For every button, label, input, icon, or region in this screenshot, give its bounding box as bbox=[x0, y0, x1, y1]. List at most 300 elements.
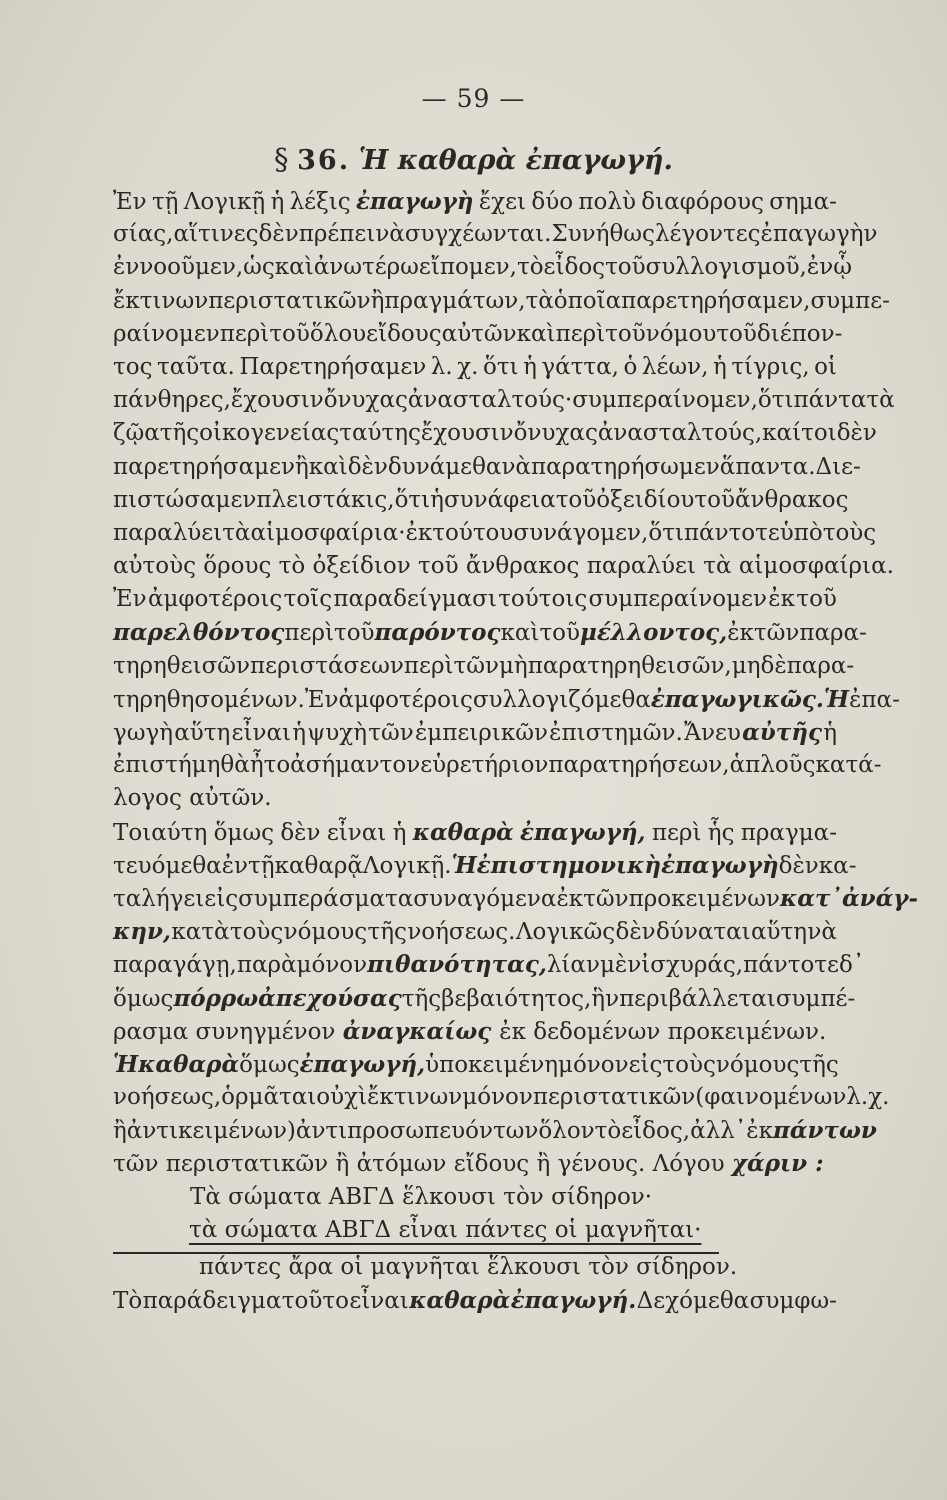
text-line bbox=[113, 387, 895, 420]
text-line bbox=[113, 453, 861, 487]
word: τευόμεθα bbox=[113, 852, 222, 879]
word: ἁπλοῦς bbox=[729, 752, 816, 779]
word: κατά- bbox=[815, 752, 882, 779]
word: συμπεραίνομεν, bbox=[572, 387, 758, 414]
word: λ. bbox=[846, 1084, 869, 1111]
word: δυνάμεθα bbox=[387, 453, 502, 480]
text-line bbox=[113, 320, 843, 354]
word: γωγὴ bbox=[113, 720, 174, 746]
word: Λογικῶς bbox=[515, 919, 616, 946]
word: οἰκογενείας bbox=[199, 420, 340, 447]
word: πάντα bbox=[793, 387, 867, 414]
section-heading bbox=[0, 142, 947, 176]
word: δὲν bbox=[615, 919, 656, 946]
word: ὁποῖα bbox=[553, 287, 622, 314]
word: ὀξειδίου bbox=[596, 486, 695, 513]
word: νὰ bbox=[501, 453, 531, 480]
word: κατ᾽ bbox=[780, 884, 842, 912]
word: τὰ bbox=[222, 519, 251, 546]
word: τοῖς bbox=[283, 586, 333, 613]
text-line bbox=[113, 1051, 837, 1084]
word: ἐπαγωγὴ bbox=[661, 851, 779, 879]
word: καθαρὰ bbox=[412, 818, 514, 846]
word: τοῦ bbox=[539, 620, 580, 647]
word: διαφόρους bbox=[641, 189, 764, 215]
word: νόμους bbox=[715, 1051, 800, 1078]
word: τῇ bbox=[151, 189, 179, 215]
word: ἡ bbox=[823, 720, 837, 746]
word: εἶναι bbox=[326, 819, 387, 846]
word: ἢ bbox=[294, 453, 309, 480]
word: ρασμα bbox=[113, 1018, 196, 1045]
word: παρόντος bbox=[374, 619, 501, 647]
word: ὁ bbox=[623, 353, 638, 380]
word: αἵτινες bbox=[173, 221, 259, 248]
word: ὅτι bbox=[648, 519, 684, 546]
word: σίας, bbox=[113, 221, 174, 248]
word: ἡ bbox=[292, 720, 307, 746]
text-line bbox=[113, 586, 837, 619]
word: εἶναι bbox=[349, 1288, 409, 1315]
word: ἀνάγ- bbox=[841, 884, 919, 912]
word: ἀμφοτέροις bbox=[338, 686, 473, 713]
word: ὅλον bbox=[538, 1118, 595, 1145]
word: περὶ bbox=[403, 652, 454, 679]
text-line bbox=[113, 884, 919, 918]
word: λίαν bbox=[546, 952, 600, 979]
word: τῇ bbox=[248, 852, 275, 879]
word: τοὺς bbox=[229, 919, 284, 946]
word: δὲν bbox=[836, 420, 877, 447]
word: τῆς bbox=[401, 985, 442, 1012]
syllogism-line: τὰ σώματα ΑΒΓΔ εἶναι πάντες οἱ μαγνῆται· bbox=[189, 1216, 702, 1243]
word: περὶ bbox=[651, 819, 702, 846]
word: περὶ bbox=[284, 620, 334, 647]
text-line bbox=[113, 354, 837, 387]
word: συμπέ- bbox=[775, 985, 856, 1012]
word: τίγρις, bbox=[731, 353, 810, 380]
word: τοῦ bbox=[269, 320, 310, 347]
word: ἐκ bbox=[499, 1018, 534, 1045]
word: ἧς bbox=[707, 819, 735, 846]
word: μόνον bbox=[296, 952, 368, 979]
word: Ἡ bbox=[113, 1050, 139, 1078]
word: Ἄνευ bbox=[684, 720, 741, 746]
text-line bbox=[113, 188, 837, 221]
word: ἀμφοτέροις bbox=[147, 586, 283, 613]
word: παρα- bbox=[799, 620, 867, 647]
word: ἐπαγωγὴν bbox=[760, 221, 878, 248]
word: ἐκ bbox=[746, 1118, 773, 1145]
word: αὐτῆς bbox=[742, 719, 822, 746]
word: ὁρμᾶται bbox=[221, 1084, 317, 1111]
word: Ἡ bbox=[451, 851, 477, 879]
word: ἄνθρακος bbox=[734, 486, 849, 513]
word: ὅτι bbox=[482, 353, 519, 380]
text-line bbox=[113, 1150, 837, 1183]
word: ἐν bbox=[806, 254, 834, 281]
word: ἔχουσιν bbox=[420, 420, 514, 447]
word: καθαρὰ bbox=[409, 1287, 511, 1315]
word: ᾧ bbox=[833, 254, 852, 281]
word: πραγμάτων, bbox=[384, 287, 526, 314]
word: ἐπαγωγικῶς. bbox=[650, 685, 824, 713]
word: ὅμως bbox=[239, 1051, 300, 1078]
word: ἐπαγωγή. bbox=[510, 1287, 637, 1315]
word: εἰς bbox=[628, 1051, 663, 1078]
word: ἐπαγωγή, bbox=[520, 818, 646, 846]
word: ὅμως bbox=[113, 985, 174, 1012]
word: προκειμένων. bbox=[667, 1018, 827, 1045]
word: ταῦτα. bbox=[156, 353, 235, 380]
word: ἐκ bbox=[768, 586, 796, 613]
word: Λόγου bbox=[652, 1151, 732, 1178]
word: καὶ bbox=[274, 254, 314, 281]
word: πάνθηρες, bbox=[113, 387, 231, 414]
word: Συνήθως bbox=[551, 221, 655, 248]
word: ἔχει bbox=[478, 189, 527, 215]
text-line bbox=[113, 819, 837, 852]
word: συνάφεια bbox=[443, 486, 556, 513]
word: καίτοι bbox=[762, 420, 837, 447]
word: μόνον bbox=[462, 1084, 533, 1111]
word: δύναται bbox=[656, 919, 751, 946]
word: αὕτη bbox=[174, 720, 231, 746]
word: Ἡ bbox=[823, 685, 850, 713]
word: τοῦ bbox=[694, 486, 735, 513]
word: τῶν bbox=[753, 620, 800, 647]
word: ὑπὸ bbox=[779, 519, 823, 546]
word: περιστατικῶν bbox=[208, 287, 371, 314]
text-line bbox=[113, 287, 890, 321]
word: ἐκ bbox=[556, 885, 584, 912]
word: ἐπιστημονικὴ bbox=[476, 851, 662, 879]
word: κατὰ bbox=[171, 919, 230, 946]
word: περὶ bbox=[219, 320, 270, 347]
word: ἐννοοῦμεν, bbox=[113, 254, 244, 281]
word: τούτου bbox=[432, 519, 514, 546]
word: τοῦ bbox=[605, 320, 646, 347]
word: συνηγμένον bbox=[195, 1018, 343, 1045]
word: παρατηρήσωμεν bbox=[530, 453, 720, 480]
word: νὰ bbox=[375, 221, 405, 248]
word: Τοιαύτη bbox=[113, 819, 208, 846]
word: μηδὲ bbox=[731, 652, 787, 679]
word: πόρρω bbox=[173, 984, 259, 1012]
word: ἐπαγωγή, bbox=[299, 1050, 426, 1078]
word: παρὰ bbox=[236, 952, 297, 979]
word: νόμου bbox=[645, 320, 717, 347]
body-text bbox=[113, 188, 919, 1320]
word: γένους. bbox=[557, 1151, 653, 1178]
word: τὰ bbox=[525, 287, 554, 314]
word: τοῦ bbox=[716, 320, 757, 347]
word: αὐτῶν bbox=[441, 320, 517, 347]
word: τούτοις bbox=[498, 586, 588, 613]
word: συγχέωνται. bbox=[404, 221, 552, 248]
word: ἢ bbox=[335, 1151, 357, 1178]
word: παράδειγμα bbox=[142, 1288, 282, 1315]
word: καὶ bbox=[500, 620, 540, 647]
word: τῆς bbox=[367, 919, 407, 946]
word: αἱμοσφαίρια. bbox=[738, 553, 894, 580]
word: παραγάγῃ, bbox=[113, 952, 237, 979]
word: ἀλλ᾽ bbox=[690, 1118, 747, 1145]
word: τινων bbox=[393, 1084, 463, 1111]
word: τοὺς bbox=[822, 519, 877, 546]
word: παρα- bbox=[786, 652, 855, 679]
word: περιστάσεων bbox=[250, 652, 404, 679]
text-line bbox=[113, 254, 852, 287]
word: τῆς bbox=[159, 420, 200, 447]
word: εἰς bbox=[204, 885, 239, 912]
word: τινων bbox=[139, 287, 209, 314]
word: (φαινομένων bbox=[695, 1084, 847, 1111]
word: συναγόμενα bbox=[413, 885, 557, 912]
text-line bbox=[113, 719, 837, 752]
word: πραγμα- bbox=[740, 819, 837, 846]
word: τῶν bbox=[583, 885, 629, 912]
word: παραλύει bbox=[113, 519, 223, 546]
word: δύο bbox=[531, 189, 574, 215]
word: συμφω- bbox=[749, 1288, 837, 1315]
word: καὶ bbox=[308, 453, 348, 480]
text-line bbox=[113, 553, 894, 586]
word: ἡ bbox=[523, 353, 537, 380]
word: περιστατικῶν bbox=[165, 1151, 336, 1178]
word: ἀνωτέρω bbox=[313, 254, 419, 281]
word: ζῷα bbox=[113, 420, 160, 447]
word: ἐπαγωγὴ bbox=[356, 188, 474, 215]
word: εἶδος bbox=[543, 254, 606, 281]
word: δὲν bbox=[258, 221, 299, 248]
word: πλειστάκις, bbox=[256, 486, 395, 513]
word: Διε- bbox=[815, 453, 861, 480]
word: τῶν bbox=[453, 652, 499, 679]
word: μὲν bbox=[599, 952, 642, 979]
word: ὅτι bbox=[757, 387, 794, 414]
word: ὅρους bbox=[203, 553, 279, 580]
word: περιβάλλεται bbox=[619, 985, 776, 1012]
word: ἡ bbox=[270, 189, 285, 215]
text-line bbox=[113, 420, 877, 453]
word: Τὸ bbox=[113, 1288, 143, 1315]
word: Λογικῇ bbox=[183, 189, 266, 215]
word: Ἐν bbox=[304, 686, 339, 713]
word: χάριν bbox=[731, 1150, 816, 1178]
word: ἀσήμαντον bbox=[290, 752, 421, 779]
word: Παρετηρήσαμεν bbox=[239, 353, 427, 380]
text-line bbox=[113, 519, 877, 553]
word: καθαρᾷ bbox=[274, 852, 363, 879]
word: εἶδος, bbox=[621, 1118, 691, 1145]
word: τοῦ bbox=[605, 254, 646, 281]
word: ἐκ bbox=[727, 620, 754, 647]
word: πάντοτε bbox=[683, 519, 780, 546]
word: ταλήγει bbox=[113, 885, 205, 912]
word: παραλύει bbox=[586, 553, 704, 580]
word: ἰσχυράς, bbox=[641, 952, 744, 979]
word: τῆς bbox=[799, 1051, 839, 1078]
text-line bbox=[113, 619, 867, 652]
word: ἀνασταλτούς, bbox=[597, 420, 763, 447]
text-line bbox=[113, 685, 900, 719]
word: παρετηρήσαμεν bbox=[113, 453, 295, 480]
word: τοῦ bbox=[333, 620, 375, 647]
word: ἀνασταλτούς· bbox=[407, 387, 573, 414]
word: νὰ bbox=[807, 919, 837, 946]
text-line bbox=[113, 918, 837, 951]
text-line bbox=[113, 486, 849, 520]
word: κην, bbox=[113, 918, 171, 946]
word: ἐμπειρικῶν bbox=[414, 720, 548, 746]
word: συνάγομεν, bbox=[513, 519, 649, 546]
word: ὄνυχας bbox=[513, 420, 598, 447]
word: ἔκ bbox=[113, 287, 140, 314]
word: Ἐν bbox=[113, 586, 147, 613]
word: συμπε- bbox=[810, 287, 890, 314]
word: αὕτη bbox=[751, 919, 808, 946]
word: εἴδους bbox=[453, 1151, 537, 1178]
word: ἀντιπροσωπευόντων bbox=[295, 1118, 539, 1145]
word: αἱμοσφαίρια· bbox=[250, 519, 406, 546]
word: τὰ bbox=[866, 387, 895, 414]
word: ἡ bbox=[430, 486, 444, 513]
word: καὶ bbox=[516, 320, 556, 347]
word: Δεχόμεθα bbox=[636, 1288, 750, 1315]
word: αὐτοὺς bbox=[113, 553, 204, 580]
word: τοῦτο bbox=[281, 1288, 349, 1315]
text-line bbox=[113, 951, 865, 984]
word: ἔκ bbox=[367, 1084, 394, 1111]
word: λέγοντες bbox=[654, 221, 761, 248]
word: δὲν bbox=[280, 819, 321, 846]
word: ἢ bbox=[113, 1118, 127, 1145]
word: μέλλοντος, bbox=[580, 619, 728, 647]
word: χ. bbox=[868, 1084, 890, 1111]
word: εἴδους bbox=[366, 320, 442, 347]
word: νοήσεως. bbox=[407, 919, 516, 946]
word: παρελθόντος bbox=[113, 619, 285, 647]
word: τὸ bbox=[516, 254, 544, 281]
word: ὅτι bbox=[394, 486, 431, 513]
word: οὐχὶ bbox=[316, 1084, 368, 1111]
word: δ᾽ bbox=[838, 952, 865, 979]
syllogism-line: Τὰ σώματα ΑΒΓΔ ἕλκουσι τὸν σίδηρον· bbox=[190, 1183, 653, 1210]
word: ἀτόμων bbox=[356, 1151, 454, 1178]
word: Ἐν bbox=[113, 189, 147, 215]
word: μόνον bbox=[558, 1051, 629, 1078]
word: πολὺ bbox=[578, 189, 636, 215]
section-sign: § bbox=[274, 142, 289, 176]
page-number: — 59 — bbox=[421, 84, 526, 113]
word: συμπεράσματα bbox=[238, 885, 414, 912]
word: ἐν bbox=[221, 852, 249, 879]
word: ἐπιστήμη bbox=[113, 752, 221, 779]
word: παραδείγμασι bbox=[333, 586, 497, 613]
word: ὀξείδιον bbox=[312, 553, 419, 580]
text-line bbox=[113, 652, 855, 686]
word: λ. bbox=[430, 353, 453, 380]
word: ἔχουσιν bbox=[230, 387, 324, 414]
word: τος bbox=[113, 353, 153, 380]
word: αὐτῶν. bbox=[189, 785, 272, 812]
word: ὄνυχας bbox=[323, 387, 408, 414]
word: Λογικῇ. bbox=[362, 852, 452, 879]
word: σημα- bbox=[769, 189, 837, 215]
word: δεδομένων bbox=[533, 1018, 668, 1045]
word: τὸ bbox=[278, 553, 313, 580]
word: εἶναι bbox=[231, 720, 291, 746]
word: πάντων bbox=[772, 1117, 877, 1145]
section-number: 36. bbox=[297, 145, 351, 176]
word: ἢ bbox=[370, 287, 385, 314]
word: κα- bbox=[818, 852, 857, 879]
word: συλλογιζόμεθα bbox=[472, 686, 651, 713]
section-title: Ἡ καθαρὰ ἐπαγωγή. bbox=[358, 145, 673, 176]
word: τοῦ bbox=[418, 553, 466, 580]
word: λέξις bbox=[289, 189, 351, 215]
word: νοήσεως, bbox=[113, 1084, 222, 1111]
word: τοῦ bbox=[796, 586, 837, 613]
word: ὑποκειμένη bbox=[425, 1051, 558, 1078]
word: ραίνομεν bbox=[113, 320, 220, 347]
word: συλλογισμοῦ, bbox=[645, 254, 807, 281]
word: πάντοτε bbox=[743, 952, 839, 979]
word: χ. bbox=[457, 353, 479, 380]
word: ψυχὴ bbox=[307, 720, 367, 746]
word: γάττα, bbox=[541, 353, 619, 380]
text-line bbox=[113, 1018, 837, 1051]
word: θὰ bbox=[220, 752, 250, 779]
word: ἐπα- bbox=[849, 686, 900, 713]
word: διέπον- bbox=[756, 320, 843, 347]
word: δὲν bbox=[347, 453, 388, 480]
text-line bbox=[113, 752, 882, 785]
word: οἱ bbox=[814, 353, 837, 380]
word: ἡ bbox=[713, 353, 727, 380]
text-line bbox=[113, 851, 857, 885]
word: εὑρετήριον bbox=[420, 752, 549, 779]
word: τὰ bbox=[703, 553, 739, 580]
word: λογος bbox=[113, 785, 190, 812]
word: : bbox=[815, 1150, 824, 1178]
word: ὅλου bbox=[309, 320, 367, 347]
word: τηρηθησομένων. bbox=[113, 686, 305, 713]
word: περιστατικῶν bbox=[532, 1084, 696, 1111]
word: ἀντικειμένων) bbox=[126, 1118, 296, 1145]
word: προκειμένων bbox=[628, 885, 781, 912]
text-line bbox=[113, 1084, 890, 1117]
word: πιθανότητας, bbox=[367, 951, 547, 979]
word: εἴπομεν, bbox=[418, 254, 517, 281]
word: καθαρὰ bbox=[138, 1050, 240, 1078]
word: πρέπει bbox=[298, 221, 376, 248]
word: ἅπαντα. bbox=[719, 453, 816, 480]
text-line bbox=[113, 221, 878, 254]
text-line bbox=[113, 785, 837, 818]
word: παρετηρήσαμεν, bbox=[621, 287, 811, 314]
word: δὲν bbox=[778, 852, 819, 879]
word: τηρηθεισῶν bbox=[113, 652, 251, 679]
word: ἀπεχούσας bbox=[258, 984, 402, 1012]
word: ἐκ bbox=[405, 519, 433, 546]
word: τὸ bbox=[594, 1118, 622, 1145]
word: ἀναγκαίως bbox=[342, 1017, 500, 1045]
word: νόμους bbox=[283, 919, 368, 946]
word: ἦτο bbox=[249, 752, 291, 779]
word: βεβαιότητος, bbox=[441, 985, 592, 1012]
